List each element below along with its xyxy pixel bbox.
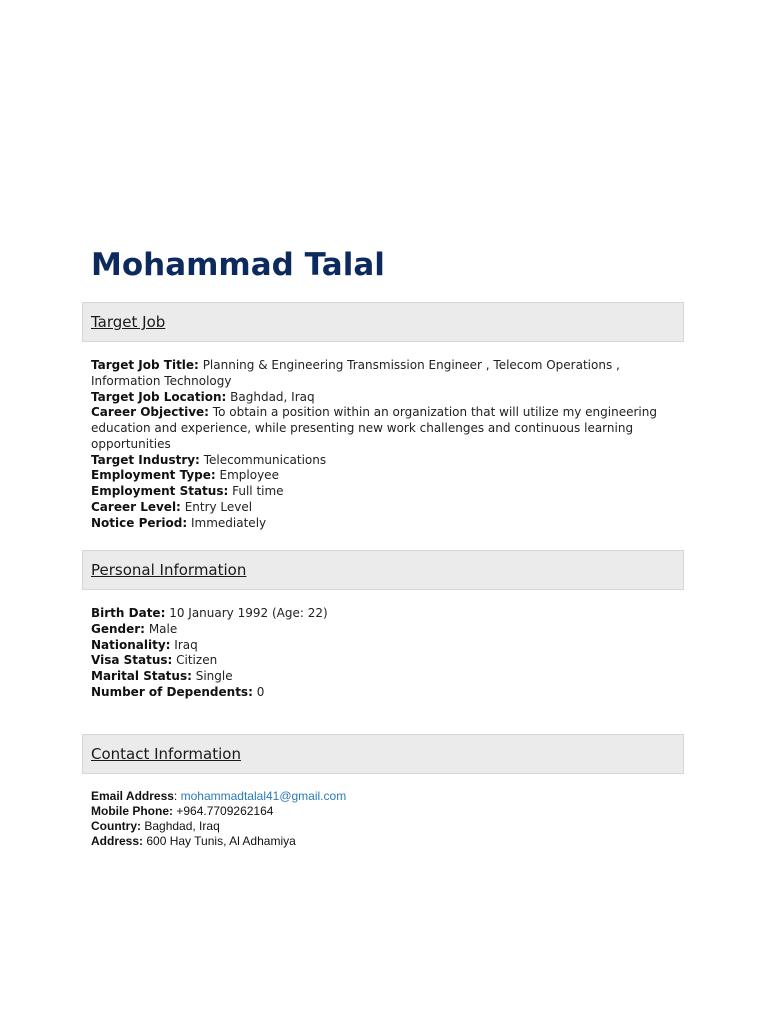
email-label: Email Address [91,789,174,803]
field-value: Single [195,669,233,683]
target-job-title: Target Job [91,313,166,331]
target-job-fields [91,358,671,531]
employment-type-field [91,468,671,484]
contact-info-title: Contact Information [91,745,241,763]
field-label: Target Job Title: [91,358,199,372]
country-field [91,819,671,834]
field-value: Baghdad, Iraq [230,389,315,404]
email-field [91,789,671,804]
mobile-field [91,804,671,819]
email-link[interactable]: mohammadtalal41@gmail.com [180,789,347,803]
field-value: 10 January 1992 (Age: 22) [169,606,328,620]
field-label: Nationality: [91,637,171,652]
field-value: Full time [232,484,284,498]
field-value: Entry Level [184,499,253,514]
field-label: Birth Date: [91,606,166,620]
career-objective-field [91,405,671,452]
field-label: Gender: [91,621,145,636]
mobile-label: Mobile Phone: [91,804,173,818]
field-value: Telecommunications [203,452,327,467]
address-value: 600 Hay Tunis, Al Adhamiya [146,834,296,848]
field-label: Marital Status: [91,669,192,683]
field-label: Visa Status: [91,653,173,668]
dependents-field [91,685,671,701]
field-value: Iraq [174,637,198,652]
field-label: Career Level: [91,499,181,514]
mobile-value: +964.7709262164 [176,804,274,818]
visa-status-field [91,653,671,669]
field-value: Citizen [176,653,218,668]
target-job-location-field [91,390,671,406]
field-value: Male [148,621,178,636]
nationality-field [91,638,671,654]
field-label: Number of Dependents: [91,684,253,699]
target-industry-field [91,453,671,469]
field-value: To obtain a position within an organization that will utilize my engineering education and experience, while presenting new work challenges and continuous learning opportunities [91,405,657,451]
field-label: Target Industry: [91,452,200,467]
field-label: Employment Type: [91,468,216,483]
field-value: Planning & Engineering Transmission Engineer , Telecom Operations , Information Technology [91,358,620,388]
field-value: Immediately [191,515,267,530]
country-label: Country: [91,819,141,833]
address-label: Address: [91,834,144,848]
contact-info-header [82,734,684,774]
contact-info-fields [91,789,671,849]
field-label: Target Job Location: [91,389,227,404]
target-job-title-field [91,358,671,390]
field-label: Employment Status: [91,484,229,498]
personal-info-header [82,550,684,590]
career-level-field [91,500,671,516]
gender-field [91,622,671,638]
field-value: Employee [219,468,279,483]
country-value: Baghdad, Iraq [144,819,220,833]
candidate-name: Mohammad Talal [91,247,385,283]
personal-info-title: Personal Information [91,561,247,579]
employment-status-field [91,484,671,500]
target-job-header [82,302,684,342]
address-field [91,834,671,849]
field-value: 0 [256,684,265,699]
notice-period-field [91,516,671,532]
field-label: Notice Period: [91,515,188,530]
email-separator: : [173,789,178,803]
marital-status-field [91,669,671,685]
birth-date-field [91,606,671,622]
personal-info-fields [91,606,671,701]
field-label: Career Objective: [91,405,209,420]
